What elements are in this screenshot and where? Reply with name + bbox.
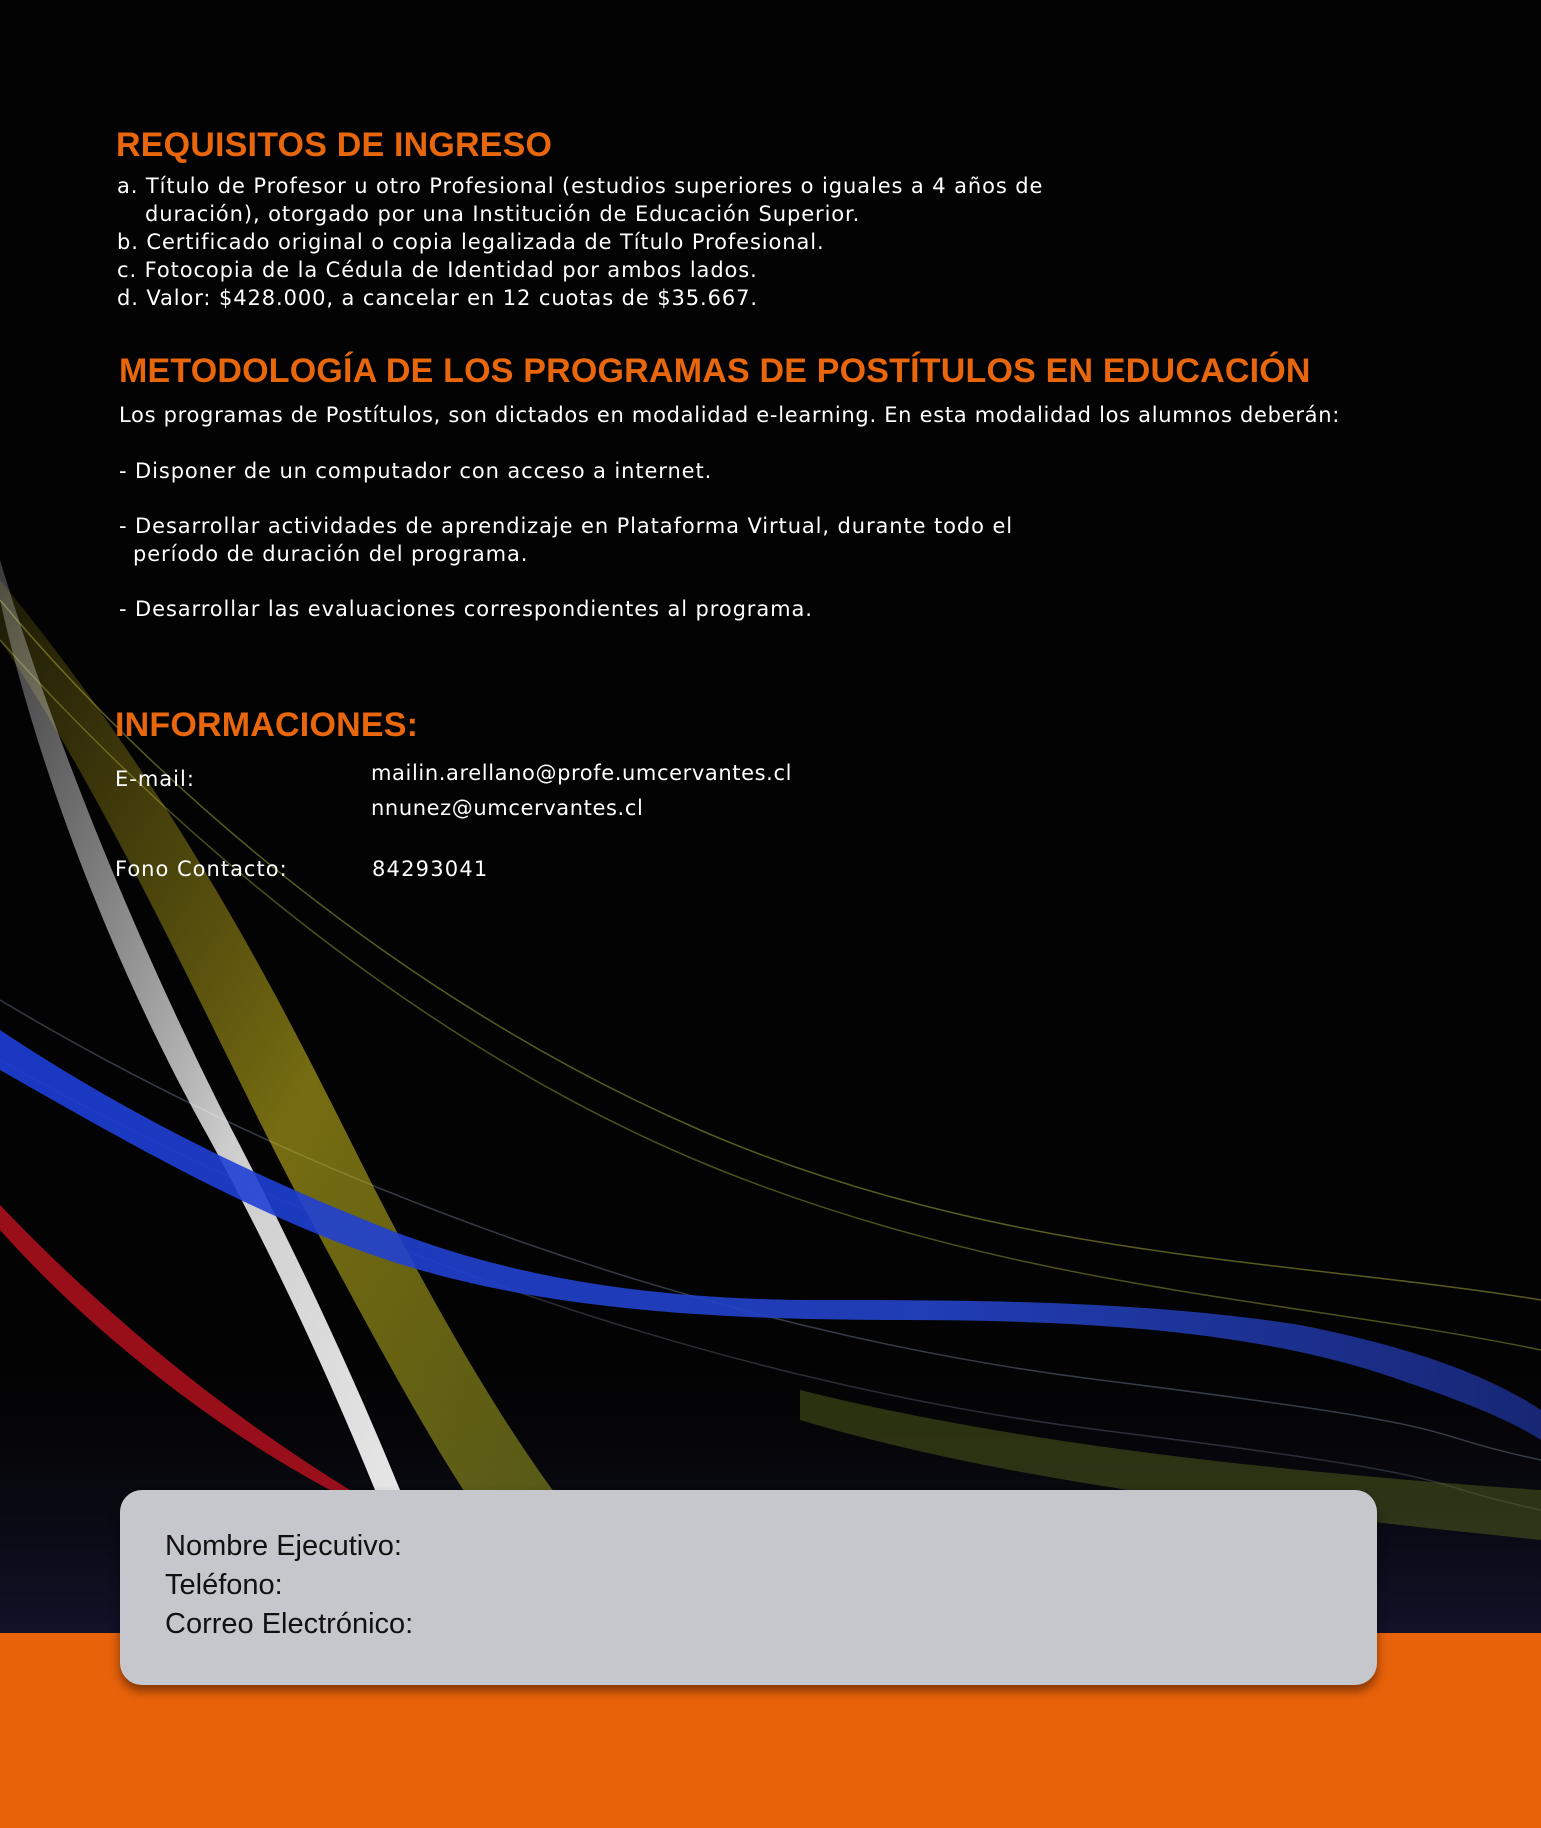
email-link-2[interactable]: nnunez@umcervantes.cl (371, 796, 644, 820)
requisitos-line-a: a. Título de Profesor u otro Profesional (estudios superiores o iguales a 4 años de (117, 174, 1044, 198)
metodologia-title: METODOLOGÍA DE LOS PROGRAMAS DE POSTÍTULOS EN EDUCACIÓN (119, 352, 1311, 390)
phone-label: Fono Contacto: (115, 857, 288, 881)
nombre-ejecutivo-label: Nombre Ejecutivo: (165, 1530, 402, 1562)
requisitos-line-b: b. Certificado original o copia legalizada de Título Profesional. (117, 230, 825, 254)
ejecutivo-panel (120, 1490, 1377, 1685)
phone-value: 84293041 (372, 857, 489, 881)
requisitos-line-a-cont: duración), otorgado por una Institución de Educación Superior. (145, 202, 861, 226)
requisitos-line-c: c. Fotocopia de la Cédula de Identidad por ambos lados. (117, 258, 758, 282)
metodologia-item-2-cont: período de duración del programa. (133, 542, 529, 566)
metodologia-item-3: - Desarrollar las evaluaciones correspondientes al programa. (119, 597, 813, 621)
telefono-label: Teléfono: (165, 1569, 283, 1601)
metodologia-intro: Los programas de Postítulos, son dictados en modalidad e-learning. En esta modalidad los alumnos deberán: (119, 403, 1341, 427)
metodologia-item-1: - Disponer de un computador con acceso a internet. (119, 459, 713, 483)
email-link-1[interactable]: mailin.arellano@profe.umcervantes.cl (371, 761, 793, 785)
metodologia-item-2: - Desarrollar actividades de aprendizaje en Plataforma Virtual, durante todo el (119, 514, 1014, 538)
requisitos-title: REQUISITOS DE INGRESO (116, 126, 553, 164)
email-label: E-mail: (115, 767, 195, 791)
requisitos-line-d: d. Valor: $428.000, a cancelar en 12 cuotas de $35.667. (117, 286, 758, 310)
correo-electronico-label: Correo Electrónico: (165, 1608, 414, 1640)
informaciones-title: INFORMACIONES: (115, 706, 419, 744)
